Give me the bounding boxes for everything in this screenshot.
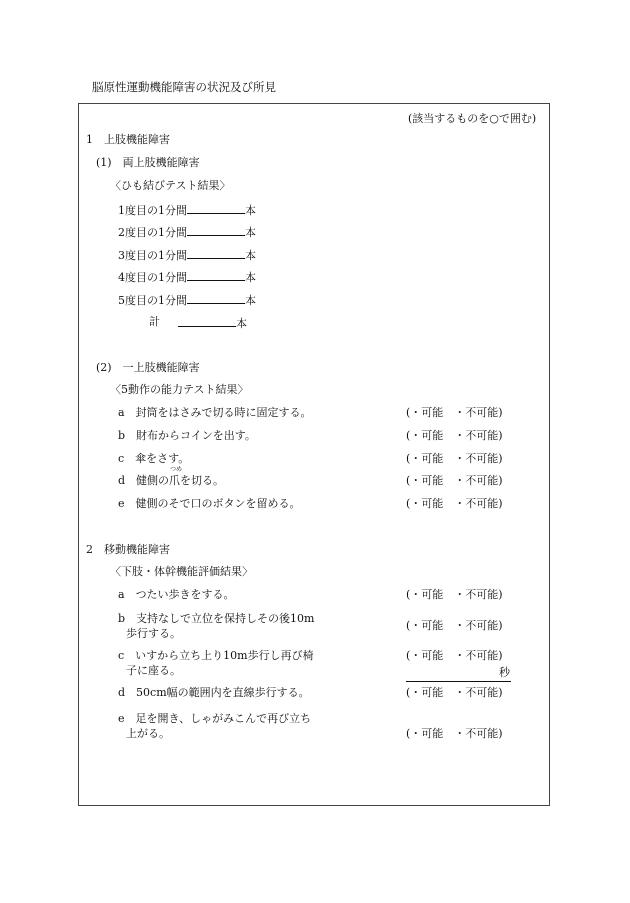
item-letter: b bbox=[118, 612, 126, 625]
string-test-row bbox=[118, 292, 256, 308]
count-blank[interactable] bbox=[187, 202, 245, 214]
item-text: つたい歩きをする。 bbox=[135, 588, 235, 601]
unit: 本 bbox=[245, 294, 256, 307]
item-text: 財布からコインを出す。 bbox=[136, 429, 256, 442]
seconds-unit: 秒 bbox=[499, 666, 510, 679]
item-text-cont: 歩行する。 bbox=[126, 627, 181, 640]
choice-options[interactable]: (・可能 ・不可能) bbox=[406, 649, 503, 662]
count-blank[interactable] bbox=[187, 247, 245, 259]
choice-options[interactable]: (・可能 ・不可能) bbox=[406, 588, 503, 601]
mobility-item bbox=[118, 588, 235, 602]
string-test-row bbox=[118, 247, 256, 263]
item-text: 足を開き、しゃがみこんで再び立ち bbox=[135, 712, 312, 725]
mobility-item bbox=[118, 649, 314, 663]
row-label: 1度目の1分間 bbox=[118, 204, 187, 217]
unit: 本 bbox=[245, 249, 256, 262]
total-row bbox=[178, 315, 247, 331]
unit: 本 bbox=[245, 204, 256, 217]
ruby-tsume: つめ bbox=[170, 466, 183, 473]
seconds-blank[interactable] bbox=[406, 681, 511, 682]
row-label: 5度目の1分間 bbox=[118, 294, 187, 307]
ability-item bbox=[118, 429, 256, 443]
row-label: 4度目の1分間 bbox=[118, 271, 187, 284]
item-letter: e bbox=[118, 497, 125, 510]
ability-item bbox=[118, 474, 224, 488]
item-letter: c bbox=[118, 649, 125, 662]
string-test-row bbox=[118, 224, 256, 240]
item-text-cont: 子に座る。 bbox=[126, 664, 181, 677]
row-label: 2度目の1分間 bbox=[118, 226, 187, 239]
mobility-item bbox=[118, 712, 311, 726]
unit: 本 bbox=[236, 317, 247, 330]
row-label: 3度目の1分間 bbox=[118, 249, 187, 262]
item-letter: d bbox=[118, 686, 126, 699]
count-blank[interactable] bbox=[187, 269, 245, 281]
page-title: 脳原性運動機能障害の状況及び所見 bbox=[92, 80, 276, 94]
choice-options[interactable]: (・可能 ・不可能) bbox=[406, 474, 503, 487]
item-text: 健側のそで口のボタンを留める。 bbox=[135, 497, 301, 510]
item-letter: b bbox=[118, 429, 126, 442]
item-text: 封筒をはさみで切る時に固定する。 bbox=[135, 406, 312, 419]
item-letter: a bbox=[118, 588, 125, 601]
choice-options[interactable]: (・可能 ・不可能) bbox=[406, 686, 503, 699]
string-test-row bbox=[118, 202, 256, 218]
section2-heading: 2 移動機能障害 bbox=[86, 543, 170, 556]
item-letter: e bbox=[118, 712, 125, 725]
total-blank[interactable] bbox=[178, 315, 236, 327]
choice-options[interactable]: (・可能 ・不可能) bbox=[406, 452, 503, 465]
count-blank[interactable] bbox=[187, 224, 245, 236]
item-text: 健側の爪を切る。 bbox=[136, 474, 225, 487]
item-text: いすから立ち上り10m歩行し再び椅 bbox=[135, 649, 314, 662]
ability-item bbox=[118, 452, 189, 466]
unit: 本 bbox=[245, 271, 256, 284]
choice-options[interactable]: (・可能 ・不可能) bbox=[406, 727, 503, 740]
sec2-test-label: 〈下肢・体幹機能評価結果〉 bbox=[110, 565, 253, 578]
unit: 本 bbox=[245, 226, 256, 239]
choice-options[interactable]: (・可能 ・不可能) bbox=[406, 497, 503, 510]
count-blank[interactable] bbox=[187, 292, 245, 304]
choice-options[interactable]: (・可能 ・不可能) bbox=[406, 406, 503, 419]
ability-item bbox=[118, 406, 312, 420]
instruction-note: (該当するものを○で囲む) bbox=[408, 112, 537, 125]
string-test-row bbox=[118, 269, 256, 285]
item-letter: a bbox=[118, 406, 125, 419]
sub1-test-label: 〈ひも結びテスト結果〉 bbox=[110, 179, 231, 192]
item-letter: c bbox=[118, 452, 125, 465]
sub2-heading: (2) 一上肢機能障害 bbox=[96, 361, 200, 374]
total-label: 計 bbox=[149, 315, 160, 328]
item-letter: d bbox=[118, 474, 126, 487]
mobility-item bbox=[118, 612, 314, 626]
item-text: 傘をさす。 bbox=[135, 452, 190, 465]
ability-item bbox=[118, 497, 301, 511]
item-text: 50cm幅の範囲内を直線歩行する。 bbox=[136, 686, 310, 699]
item-text: 支持なしで立位を保持しその後10m bbox=[136, 612, 315, 625]
sub2-test-label: 〈5動作の能力テスト結果〉 bbox=[110, 383, 249, 396]
choice-options[interactable]: (・可能 ・不可能) bbox=[406, 429, 503, 442]
mobility-item bbox=[118, 686, 310, 700]
section1-heading: 1 上肢機能障害 bbox=[86, 133, 170, 146]
item-text-cont: 上がる。 bbox=[126, 727, 170, 740]
choice-options[interactable]: (・可能 ・不可能) bbox=[406, 619, 503, 632]
sub1-heading: (1) 両上肢機能障害 bbox=[96, 156, 200, 169]
